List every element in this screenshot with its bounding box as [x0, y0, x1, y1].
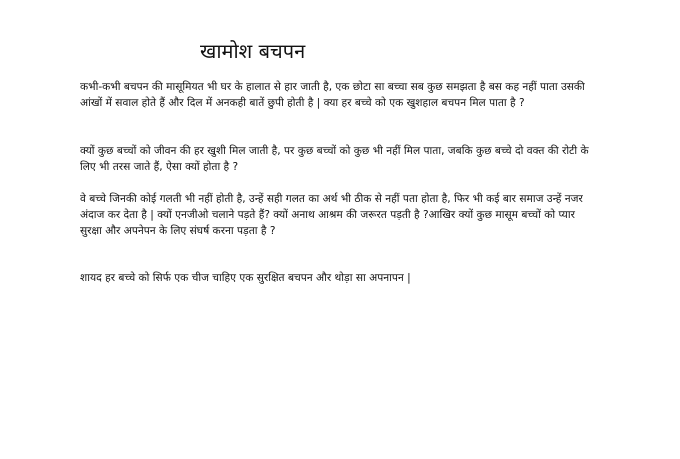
paragraph-3: वे बच्चे जिनकी कोई गलती भी नहीं होती है, उन्हें सही गलत का अर्थ भी ठीक से नहीं पता होता है, फिर भी कई बार समाज उन्हें नजर अंदाज कर देता है | क्यों एनजीओ चलाने पड़ते हैं? क्यों अनाथ आश्रम की जरूरत पड़ती है ?आखिर क्यों कुछ मासूम बच्चों को प्यार सुरक्षा और अपनेपन के लिए संघर्ष करना पड़ता है ? [80, 193, 583, 237]
paragraph-2: क्यों कुछ बच्चों को जीवन की हर खुशी मिल जाती है, पर कुछ बच्चों को कुछ भी नहीं मिल पाता, जबकि कुछ बच्चे दो वक्त की रोटी के लिए भी तरस जाते हैं, ऐसा क्यों होता है ? [80, 145, 589, 173]
paragraph-4: शायद हर बच्चे को सिर्फ एक चीज चाहिए एक सुरक्षित बचपन और थोड़ा सा अपनापन | [80, 272, 411, 284]
document-title: खामोश बचपन [200, 39, 306, 63]
paragraph-1: कभी-कभी बचपन की मासूमियत भी घर के हालात से हार जाती है, एक छोटा सा बच्चा सब कुछ समझता है बस कह नहीं पाता उसकी आंखों में सवाल होते हैं और दिल में अनकही बातें छुपी होती है | क्या हर बच्चे को एक खुशहाल बचपन मिल पाता है ? [80, 81, 585, 109]
